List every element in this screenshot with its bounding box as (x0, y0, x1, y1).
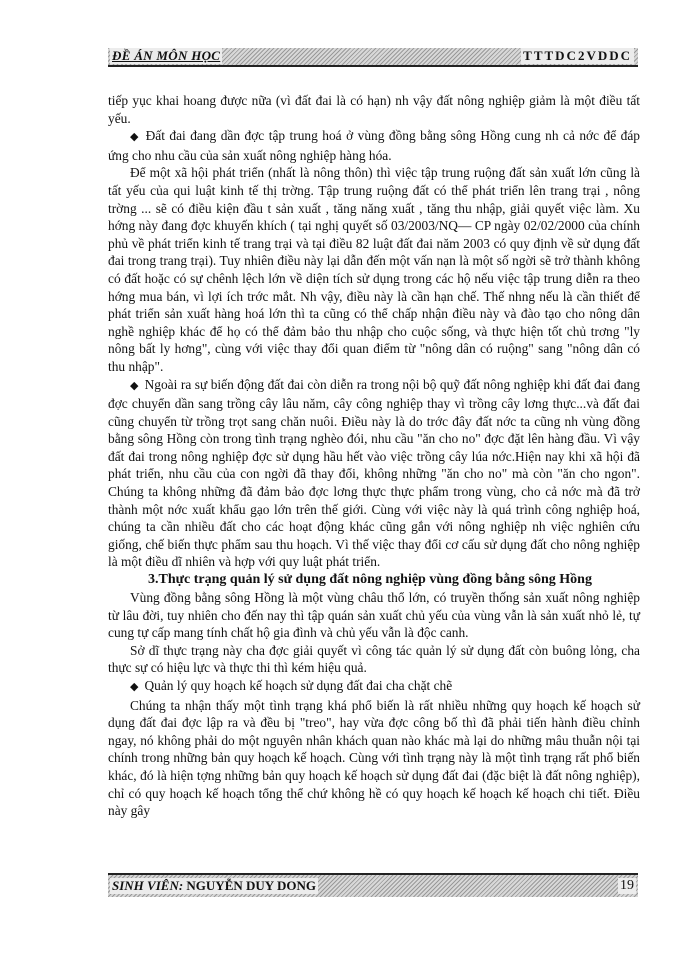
page-content (108, 92, 640, 820)
bullet-paragraph-land-use-change (108, 376, 640, 572)
bullet-text: Quản lý quy hoạch kế hoạch sử dụng đất đai cha chặt chẽ (144, 678, 453, 693)
page-header (108, 48, 638, 67)
paragraph-land-consolidation: Để một xã hội phát triển (nhất là nông thôn) thì việc tập trung ruộng đất sản xuất lớn cũng là tất yếu của qui luật kinh tế thị trờng. Tập trung ruộng đất có thể phát triển lên trang trại , nông trờng ... sẽ có điều kiện đầu t sản xuất , tăng năng xuất , tăng thu nhập, giải quyết việc làm. Xu hớng này đang đợc khuyến khích ( tại nghị quyết số 03/2003/NQ— CP ngày 02/02/2000 của chính phủ về phát triển kinh tế trang trại và tại điều 82 luật đất đai năm 2003 có quy định về sử dụng đất đai trong trang trại). Tuy nhiên điều này lại dẫn đến một vấn nạn là một số ngời sẽ trở thành không có đất hoặc có sự chênh lệch lớn về diện tích sử dụng trong các hộ nếu việc tập trung diễn ra theo hớng mua bán, vì lợi ích trớc mắt. Nh vậy, điều này là cần hạn chế. Thế nhng nếu là cần thiết để phát triển sản xuất hàng hoá lớn thì ta cũng có thể chấp nhận điều này và đào tạo cho nông dân nghề nghiệp khác để họ có thể đảm bảo thu nhập cho cuộc sống, và thực hiện tốt chủ trơng "ly nông bất ly hơng", cùng với việc thay đổi quan điểm từ "nông dân có ruộng" sang "nông dân có thu nhập". (108, 165, 640, 374)
page-number: 19 (620, 878, 634, 893)
paragraph-red-river-delta: Vùng đồng bằng sông Hồng là một vùng châu thổ lớn, có truyền thống sản xuất nông nghiệp từ lâu đời, tuy nhiên cho đến nay thì tập quán sản xuất chủ yếu của vùng vẫn là sản xuất nhỏ lẻ, tự cung tự cấp mang tính chất hộ gia đình và chủ yếu vẫn là độc canh. (108, 590, 640, 641)
bullet-paragraph-land-concentration (108, 127, 640, 164)
bullet-text: Ngoài ra sự biến động đất đai còn diễn ra trong nội bộ quỹ đất nông nghiệp khi đất đai đang đợc chuyển dần sang trồng cây lâu năm, cây công nghiệp thay vì trồng cây lơng thực...và đất đai cũng chuyển từ trồng trọt sang chăn nuôi. Điều này là do trớc đây đất nớc ta cũng nh vùng đồng bằng sông Hồng còn trong tình trạng nghèo đói, nhu cầu "ăn cho no" đợc đặt lên hàng đầu. Vì vậy đất đai trong nông nghiệp đợc sử dụng hầu hết vào việc trồng cây lúa nớc.Hiện nay khi xã hội đã phát triển, nhu cầu của con ngời đã thay đổi, không những "ăn cho no" mà còn "ăn cho ngon". Chúng ta không những đã đảm bảo đợc lơng thực thực phẩm trong vùng, cho cả nớc mà đã trở thành một nớc xuất khẩu gạo lớn trên thế giới. Cùng với việc này là quá trình công nghiệp hoá, chúng ta cần nhiều đất cho các hoạt động khác cũng gắn với nông nghiệp nh việc nghiên cứu giống, chế biến thực phẩm sau thu hoạch. Vì thế việc thay đổi cơ cấu sử dụng đất cho nông nghiệp là một điều dĩ nhiên và hợp với quy luật phát triển. (108, 376, 640, 570)
diamond-icon: ◆ (130, 131, 140, 144)
paragraph-management-status: Sở dĩ thực trạng này cha đợc giải quyết vì công tác quản lý sử dụng đất còn buông lỏng, cha thực sự có hiệu lực và thực thi thì kém hiệu quả. (108, 642, 640, 676)
student-name: NGUYỄN DUY DONG (186, 878, 316, 893)
paragraph-planning-issues: Chúng ta nhận thấy một tình trạng khá phổ biến là rất nhiều những quy hoạch kế hoạch sử dụng đất đai đợc lập ra và đều bị "treo", hay vừa đợc công bố thì đã phải tiến hành điều chỉnh ngay, nó không phải do một nguyên nhân khách quan nào khác mà lại do những mâu thuẫn nội tại chính trong những bản quy hoạch kế hoạch. Cùng với tình trạng này là một tình trạng rất phổ biến khác, đó là hiện tợng những bản quy hoạch kế hoạch sử dụng đất đai (đặc biệt là đất nông nghiệp), chỉ có quy hoạch kế hoạch tổng thể chứ không hề có quy hoạch kế hoạch kế hoạch chi tiết. Điều này gây (108, 697, 640, 819)
bullet-text: Đất đai đang dần đợc tập trung hoá ở vùng đồng bằng sông Hồng cung nh cả nớc để đáp ứng cho nhu cầu của sản xuất nông nghiệp hàng hóa. (108, 128, 640, 163)
paragraph-continuation: tiếp yục khai hoang được nữa (vì đất đai là có hạn) nh vậy đất nông nghiệp giảm là một điều tất yếu. (108, 93, 640, 126)
diamond-icon: ◆ (130, 379, 139, 392)
header-code: TTTDC2VDDC (523, 48, 632, 63)
diamond-icon: ◆ (130, 681, 139, 693)
bullet-paragraph-planning (108, 677, 640, 697)
page-footer (108, 873, 638, 897)
section-heading: 3.Thực trạng quản lý sử dụng đất nông nghiệp vùng đồng bằng sông Hồng (148, 572, 592, 588)
header-title: ĐỀ ÁN MÔN HỌC (112, 48, 221, 63)
student-label-text: SINH VIÊN: (112, 878, 184, 893)
footer-student-label (110, 878, 318, 894)
